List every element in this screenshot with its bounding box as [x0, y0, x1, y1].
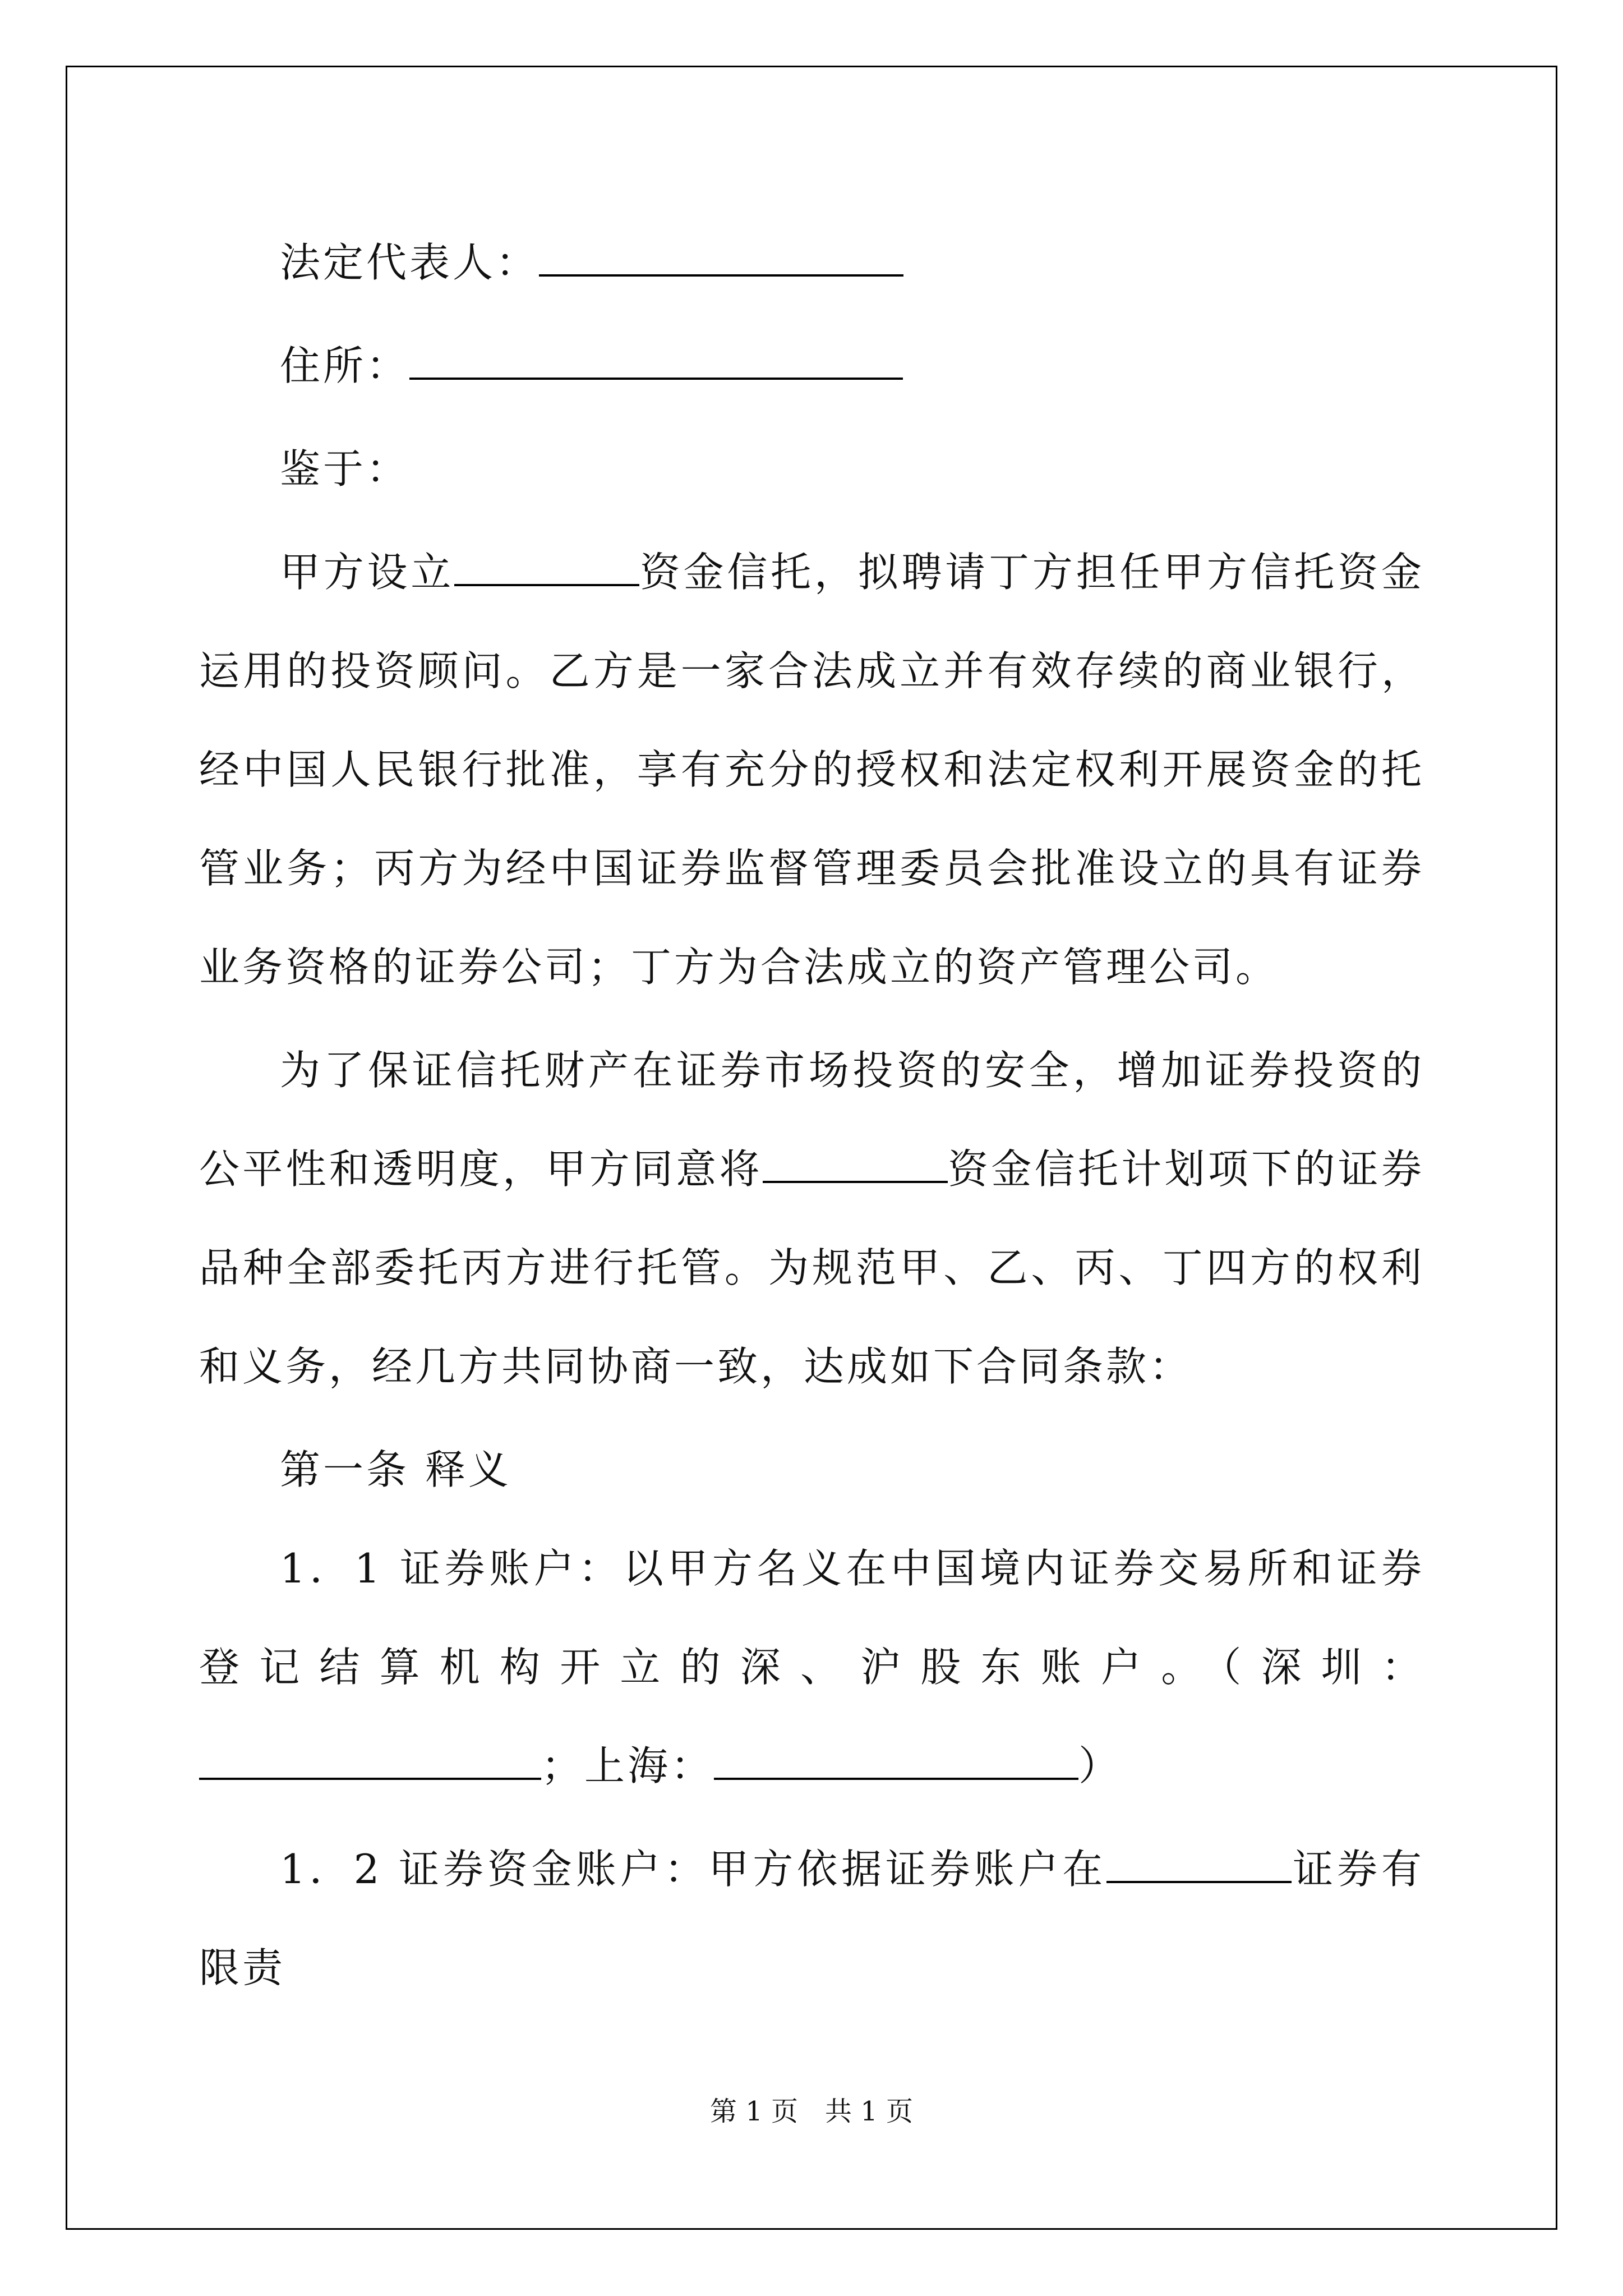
paragraph-parties-rest: 资金信托，拟聘请丁方担任甲方信托资金运用的投资顾问。乙方是一家合法成立并有效存续的商业银行，经中国人民银行批准，享有充分的授权和法定权利开展资金的托管业务；丙方为经中国证券监督管理委员会批准设立的具有证券业务资格的证券公司；丁方为合法成立的资产管理公司。: [199, 549, 1424, 991]
clause-1-1-close: ）: [1078, 1742, 1122, 1789]
whereas-label: 鉴于：: [280, 445, 410, 493]
address-label: 住所：: [280, 342, 410, 389]
legal-rep-label: 法定代表人：: [280, 239, 540, 286]
paragraph-parties-start: 甲方设立: [280, 549, 455, 596]
securities-company-blank[interactable]: [1106, 1845, 1292, 1883]
paragraph-purpose-rest: 资金信托计划项下的证券品种全部委托丙方进行托管。为规范甲、乙、丙、丁四方的权利和义务，经几方共同协商一致，达成如下合同条款：: [199, 1145, 1424, 1390]
paragraph-parties: [199, 523, 1424, 1016]
clause-1-1: [199, 1519, 1424, 1815]
article-1-title: 第一条 释义: [280, 1446, 511, 1493]
clause-1-1-text: 1．1 证券账户：以甲方名义在中国境内证券交易所和证券登记结算机构开立的深、沪股东账户。（深圳：: [199, 1545, 1424, 1691]
address-blank[interactable]: [409, 342, 903, 380]
document-body: [199, 213, 1424, 2022]
address-line: [199, 316, 1424, 415]
paragraph-purpose-start: 为了保证信托财产在证券市场投资的安全，增加证券投资的公平性和透明度，甲方同意将: [199, 1047, 1424, 1193]
trust-plan-blank[interactable]: [763, 1145, 948, 1183]
page-footer: 第 1 页 共 1 页: [709, 2096, 914, 2127]
clause-1-2: [199, 1820, 1424, 2017]
clause-1-1-shanghai: ；上海：: [541, 1742, 714, 1789]
clause-1-2-text: 1．2 证券资金账户：甲方依据证券账户在: [280, 1846, 1107, 1893]
trust-name-blank[interactable]: [454, 548, 639, 586]
legal-rep-blank[interactable]: [539, 238, 903, 277]
shenzhen-account-blank[interactable]: [199, 1742, 541, 1780]
clause-1-2-rest: 证券有限责: [199, 1846, 1424, 1991]
legal-rep-line: [199, 213, 1424, 312]
paragraph-purpose: [199, 1021, 1424, 1416]
shanghai-account-blank[interactable]: [714, 1742, 1078, 1780]
whereas-line: [199, 420, 1424, 518]
